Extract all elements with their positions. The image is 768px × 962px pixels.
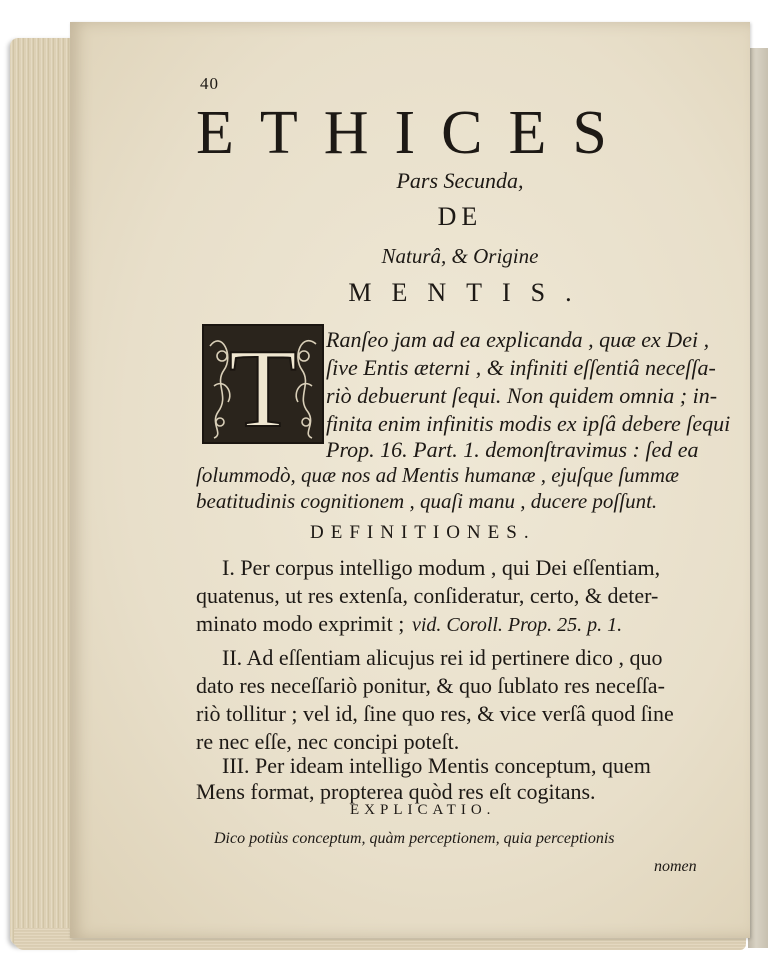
definition-line-4: II. Ad eſſentiam alicujus rei id pertinere dico , quo xyxy=(222,645,663,670)
definition-line-8: III. Per ideam intelligo Mentis conceptum, quem xyxy=(222,753,651,778)
explicatio-heading: EXPLICATIO. xyxy=(350,802,496,818)
explicatio-line-2: nomen xyxy=(654,858,697,875)
definition-reference: vid. Coroll. Prop. 25. p. 1. xyxy=(412,614,623,636)
subtitle-mentis: MENTIS. xyxy=(348,278,592,307)
definition-line-3: minato modo exprimit ; xyxy=(196,611,405,636)
definition-line-5: dato res neceſſariò ponitur, & quo ſublato res neceſſa- xyxy=(196,673,665,698)
intro-line-1: Ranſeo jam ad ea explicanda , quæ ex Dei , xyxy=(326,327,710,352)
dropcap-ornament-icon xyxy=(204,326,322,442)
intro-line-7: beatitudinis cognitionem , quaſi manu , ducere poſſunt. xyxy=(196,489,658,513)
intro-line-6: ſolummodò, quæ nos ad Mentis humanæ , ejuſque ſummæ xyxy=(196,463,679,487)
definitions-heading: DEFINITIONES. xyxy=(310,522,536,543)
facing-page-edge xyxy=(748,48,768,948)
definition-line-7: re nec eſſe, nec concipi poteſt. xyxy=(196,729,460,754)
definition-line-2: quatenus, ut res extenſa, conſideratur, certo, & deter- xyxy=(196,583,659,608)
intro-line-5: Prop. 16. Part. 1. demonſtravimus : ſed ea xyxy=(326,437,699,462)
intro-line-3: riò debuerunt ſequi. Non quidem omnia ; in- xyxy=(326,383,718,408)
page-title: ETHICES xyxy=(196,99,633,167)
subtitle-natura: Naturâ, & Origine xyxy=(381,244,539,268)
explicatio-line-1: Dico potiùs conceptum, quàm perceptionem, quia perceptionis xyxy=(214,830,615,847)
definition-line-9: Mens format, propterea quòd res eſt cogitans. xyxy=(196,779,596,804)
intro-line-4: finita enim infinitis modis ex ipſâ debere ſequi xyxy=(326,411,731,436)
definition-line-6: riò tollitur ; vel id, ſine quo res, & vice verſâ quod ſine xyxy=(196,701,674,726)
ornamental-dropcap xyxy=(202,324,324,444)
subtitle-pars: Pars Secunda, xyxy=(396,168,524,193)
definition-line-1: I. Per corpus intelligo modum , qui Dei eſſentiam, xyxy=(222,555,661,580)
intro-line-2: ſive Entis æterni , & infiniti eſſentiâ neceſſa- xyxy=(326,355,716,380)
page-number: 40 xyxy=(200,74,219,93)
subtitle-de: DE xyxy=(437,202,483,231)
dropcap-letter: T xyxy=(228,327,298,442)
